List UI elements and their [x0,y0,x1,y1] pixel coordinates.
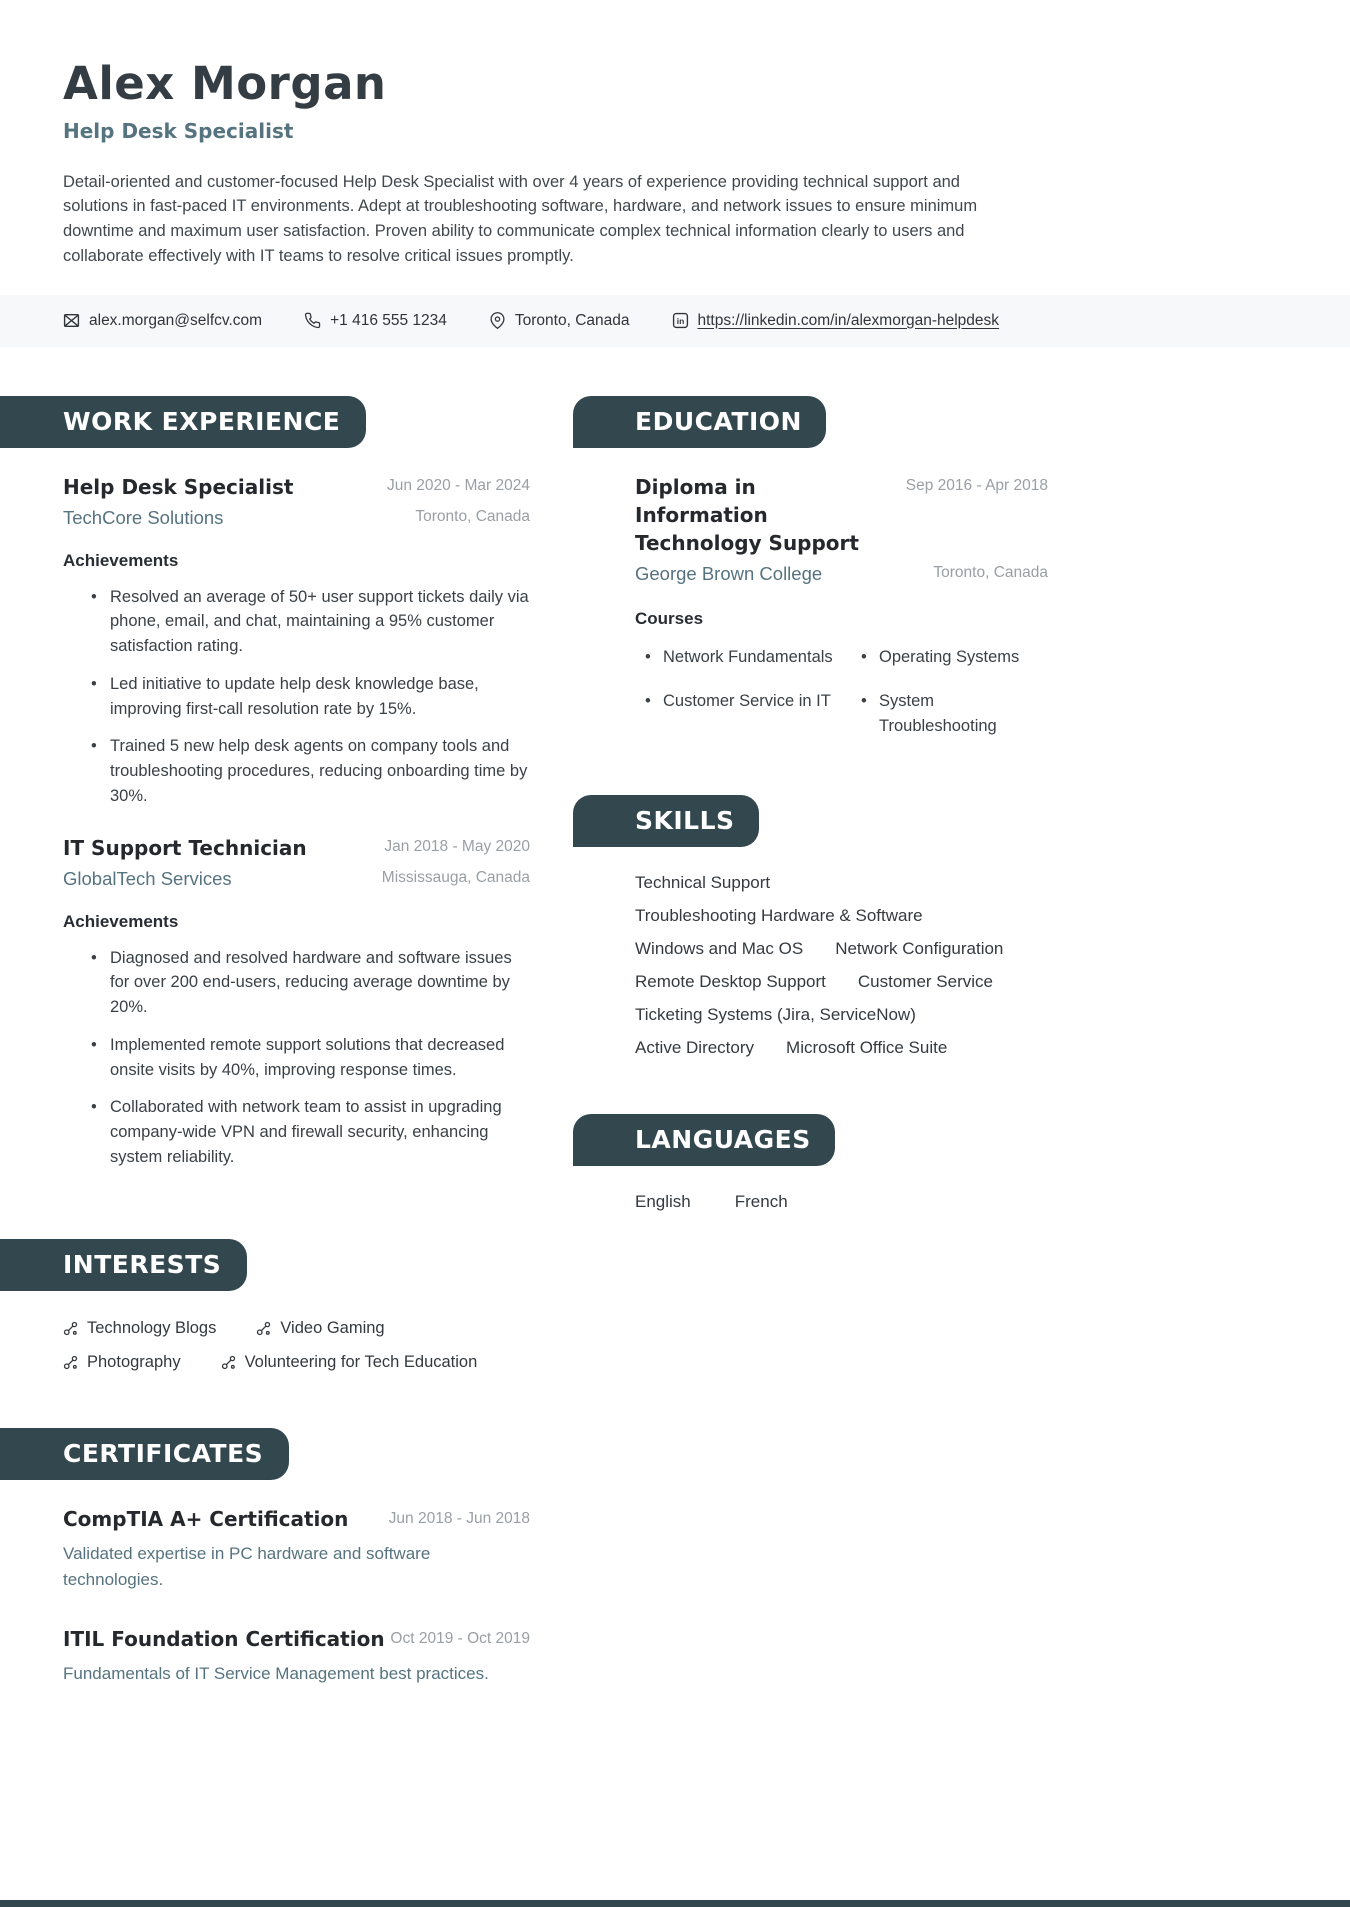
job-dates: Jun 2020 - Mar 2024 [386,476,530,494]
school-name: George Brown College [635,562,823,584]
certificate-name: CompTIA A+ Certification [63,1506,349,1531]
achievements-label: Achievements [63,911,179,931]
section-title-interests: INTERESTS [0,1239,247,1291]
interest-icon [63,1355,78,1370]
interest-label: Volunteering for Tech Education [244,1352,478,1371]
section-title-work-experience: WORK EXPERIENCE [0,396,366,448]
education-location: Toronto, Canada [933,563,1048,581]
job-entry [63,834,530,1170]
achievement-item: • Trained 5 new help desk agents on company tools and troubleshooting procedures, reducing onboarding time by 30%. [63,734,530,808]
contact-bar [0,295,1350,347]
course-item: • System Troubleshooting [851,689,1048,739]
skill-item: Windows and Mac OS [635,938,804,958]
skill-item: Troubleshooting Hardware & Software [635,905,923,925]
certificate-description: Validated expertise in PC hardware and software technologies. [63,1543,431,1589]
right-column [635,396,1048,1688]
achievement-list [63,585,530,809]
left-column [63,396,530,1688]
linkedin-text: https://linkedin.com/in/alexmorgan-helpdesk [697,311,1000,329]
course-item: • Customer Service in IT [635,689,833,739]
skill-item: Customer Service [857,971,993,991]
interest-item [221,1353,478,1372]
achievement-list [63,946,530,1170]
contact-email [63,312,262,330]
language-item: French [734,1191,788,1211]
section-title-skills: SKILLS [573,795,759,847]
resume-header [0,0,1350,269]
job-location: Mississauga, Canada [381,868,530,886]
interest-item [63,1353,181,1372]
job-title: IT Support Technician [63,835,307,860]
achievement-item: • Collaborated with network team to assist in upgrading company-wide VPN and firewall security, enhancing system reliability. [63,1095,530,1169]
phone-icon [304,312,321,329]
resume-body [0,396,1350,1688]
section-title-education: EDUCATION [573,396,826,448]
section-title-languages: LANGUAGES [573,1114,835,1166]
languages-list [635,1192,1048,1212]
interest-label: Photography [87,1352,181,1371]
person-headline: Help Desk Specialist [63,118,294,143]
interests-list [63,1319,530,1372]
email-icon [63,312,80,329]
skill-item: Network Configuration [835,938,1004,958]
skill-item: Remote Desktop Support [635,971,826,991]
certificate-description: Fundamentals of IT Service Management best practices. [63,1664,489,1684]
linkedin-link[interactable] [672,312,1000,330]
section-title-certificates: CERTIFICATES [0,1428,289,1480]
interest-label: Technology Blogs [87,1318,217,1337]
person-name: Alex Morgan [63,57,387,110]
degree-title: Diploma in Information Technology Support [635,474,859,555]
achievement-item: • Diagnosed and resolved hardware and software issues for over 200 end-users, reducing average downtime by 20%. [63,946,530,1020]
achievement-item: • Led initiative to update help desk knowledge base, improving first-call resolution rate by 15%. [63,672,530,722]
location-text: Toronto, Canada [514,311,630,329]
course-item: • Operating Systems [851,645,1048,670]
job-company: TechCore Solutions [63,506,224,528]
page-bottom-strip [0,1900,1350,1907]
certificate-name: ITIL Foundation Certification [63,1627,385,1652]
skill-item: Microsoft Office Suite [786,1037,948,1057]
skills-list [635,873,1048,1058]
education-dates: Sep 2016 - Apr 2018 [905,476,1048,494]
interest-item [63,1319,216,1338]
achievements-label: Achievements [63,550,179,570]
contact-phone [304,312,447,330]
certificate-dates: Jun 2018 - Jun 2018 [388,1509,530,1527]
phone-text: +1 416 555 1234 [330,311,447,329]
interest-icon [256,1321,271,1336]
job-title: Help Desk Specialist [63,474,294,499]
job-company: GlobalTech Services [63,867,232,889]
svg-text:in: in [676,316,684,327]
skill-item: Technical Support [635,872,771,892]
summary-text: Detail-oriented and customer-focused Help Desk Specialist with over 4 years of experience providing technical support and solutions in fast-paced IT environments. Adept at troubleshooting software, hardware, and network issues to ensure minimum downtime and maximum user satisfaction. Proven ability to communicate complex technical information clearly to users and collaborate effectively with IT teams to resolve critical issues promptly. [63,172,978,265]
job-dates: Jan 2018 - May 2020 [384,837,530,855]
job-location: Toronto, Canada [415,507,530,525]
interest-item [256,1319,384,1338]
interest-icon [63,1321,78,1336]
achievement-item: • Resolved an average of 50+ user support tickets daily via phone, email, and chat, maintaining a 95% customer satisfaction rating. [63,585,530,659]
job-entry [63,473,530,809]
courses-list [635,645,1048,739]
location-pin-icon [489,312,506,329]
skill-item: Ticketing Systems (Jira, ServiceNow) [635,1004,916,1024]
linkedin-icon [672,312,689,329]
courses-label: Courses [635,608,704,628]
interest-label: Video Gaming [280,1318,385,1337]
contact-location [489,312,630,330]
education-entry [635,473,1048,739]
email-text: alex.morgan@selfcv.com [89,311,263,329]
certificate-dates: Oct 2019 - Oct 2019 [390,1630,530,1648]
interest-icon [221,1355,236,1370]
achievement-item: • Implemented remote support solutions that decreased onsite visits by 40%, improving response times. [63,1033,530,1083]
skill-item: Active Directory [635,1037,755,1057]
certificate-entry [63,1625,530,1687]
certificate-entry [63,1505,530,1594]
course-item: • Network Fundamentals [635,645,833,670]
language-item: English [635,1191,691,1211]
